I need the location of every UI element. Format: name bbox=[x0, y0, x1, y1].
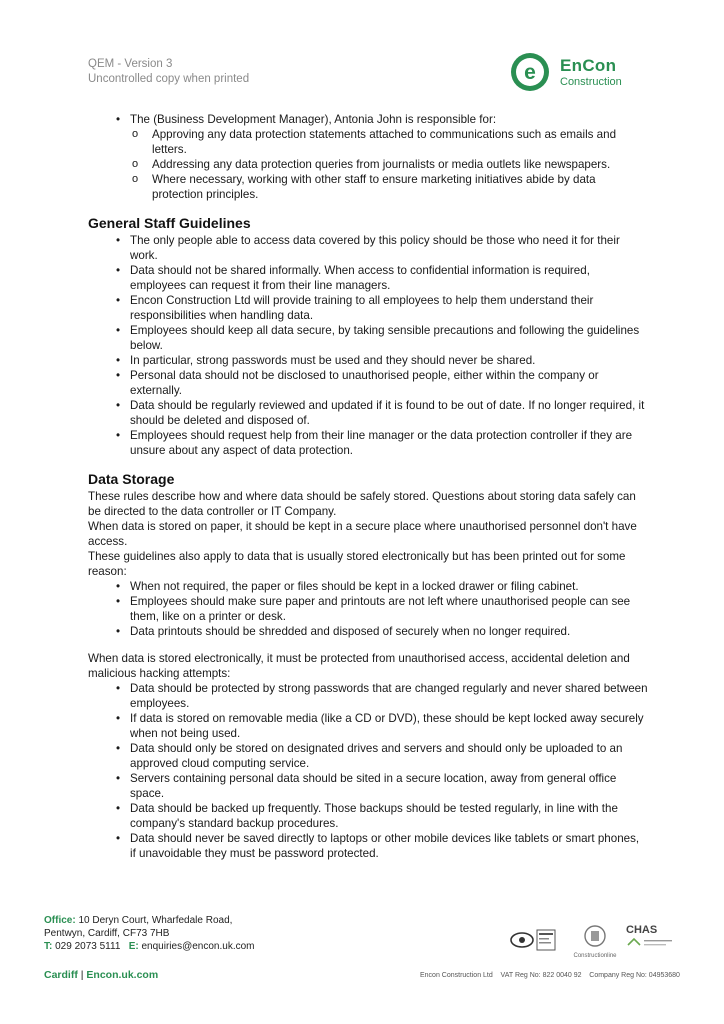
tel-label: T: bbox=[44, 941, 53, 952]
constructionline-icon bbox=[568, 924, 622, 948]
list-item: • Data should never be saved directly to laptops or other mobile devices like tablets or smart phones, if unavoidable they must be password protected. bbox=[88, 831, 648, 861]
document-header-meta bbox=[88, 57, 249, 87]
list-item: • Data should not be shared informally. When access to confidential information is required, employees can request it from their line managers. bbox=[88, 263, 648, 293]
bsi-icon bbox=[508, 924, 558, 956]
company-reg-number: Company Reg No: 04953680 bbox=[589, 972, 680, 979]
list-item: • If data is stored on removable media (like a CD or DVD), these should be kept locked away securely when not being used. bbox=[88, 711, 648, 741]
list-item: • Encon Construction Ltd will provide training to all employees to help them understand their responsibilities when handling data. bbox=[88, 293, 648, 323]
list-item: • The only people able to access data covered by this policy should be those who need it for their work. bbox=[88, 233, 648, 263]
list-item: • Servers containing personal data should be sited in a secure location, away from general office space. bbox=[88, 771, 648, 801]
vat-number: VAT Reg No: 822 0040 92 bbox=[500, 972, 582, 979]
list-item: • Employees should make sure paper and printouts are not left where unauthorised people can see them, like on a printer or desk. bbox=[88, 594, 648, 624]
section-heading-general-staff-guidelines: General Staff Guidelines bbox=[88, 215, 251, 231]
list-item: o Approving any data protection statements attached to communications such as emails and letters. bbox=[88, 127, 648, 157]
storage-paragraph: These rules describe how and where data should be safely stored. Questions about storing data safely can be directed to the data controller or IT Company. bbox=[88, 490, 636, 518]
list-item: • Data should be backed up frequently. Those backups should be tested regularly, in line with the company's standard backup procedures. bbox=[88, 801, 648, 831]
responsibility-list bbox=[88, 112, 648, 127]
encon-logo bbox=[510, 52, 660, 96]
storage-paragraph: These guidelines also apply to data that is usually stored electronically but has been printed out for some reason: bbox=[88, 550, 626, 578]
footer-contact bbox=[44, 914, 255, 953]
list-item: • Data should only be stored on designated drives and servers and should only be uploaded to an approved cloud computing service. bbox=[88, 741, 648, 771]
version-label: QEM - Version 3 bbox=[88, 58, 173, 70]
office-address-line1: 10 Deryn Court, Wharfedale Road, bbox=[78, 915, 233, 926]
list-item bbox=[88, 112, 648, 127]
footer-registration bbox=[420, 972, 680, 979]
section-heading-data-storage: Data Storage bbox=[88, 471, 175, 487]
encon-logo-icon bbox=[510, 52, 550, 92]
chas-label: CHAS bbox=[626, 924, 658, 936]
list-item: o Where necessary, working with other staff to ensure marketing initiatives abide by data protection principles. bbox=[88, 172, 648, 202]
uncontrolled-copy-label: Uncontrolled copy when printed bbox=[88, 73, 250, 85]
list-item: • Data printouts should be shredded and disposed of securely when no longer required. bbox=[88, 624, 648, 639]
list-item: • In particular, strong passwords must be used and they should never be shared. bbox=[88, 353, 648, 368]
email-label: E: bbox=[128, 941, 139, 952]
chas-accreditation-icon bbox=[626, 937, 676, 949]
list-item: • Employees should keep all data secure, by taking sensible precautions and following the guidelines below. bbox=[88, 323, 648, 353]
paper-storage-list bbox=[88, 579, 648, 639]
footer-location bbox=[44, 969, 158, 981]
list-item: • Employees should request help from their line manager or the data protection controller if they are unsure about any aspect of data protection. bbox=[88, 428, 648, 458]
list-item: • Data should be protected by strong passwords that are changed regularly and never shared between employees. bbox=[88, 681, 648, 711]
storage-paragraph: When data is stored electronically, it must be protected from unauthorised access, accidental deletion and malicious hacking attempts: bbox=[88, 652, 630, 680]
spacer bbox=[88, 639, 648, 651]
constructionline-label: Constructionline bbox=[573, 953, 617, 959]
chas-logo bbox=[626, 924, 676, 956]
logo-subtitle: Construction bbox=[560, 76, 622, 88]
logo-letter: e bbox=[524, 61, 536, 84]
list-item: • Data should be regularly reviewed and updated if it is found to be out of date. If no longer required, it should be deleted and disposed of. bbox=[88, 398, 648, 428]
company-name: Encon Construction Ltd bbox=[420, 972, 493, 979]
responsibility-sublist bbox=[88, 127, 648, 202]
list-item: • When not required, the paper or files should be kept in a locked drawer or filing cabinet. bbox=[88, 579, 648, 594]
electronic-storage-list bbox=[88, 681, 648, 861]
responsibility-intro: The (Business Development Manager), Antonia John is responsible for: bbox=[130, 113, 497, 126]
office-label: Office: bbox=[44, 915, 76, 926]
general-guidelines-list bbox=[88, 233, 648, 458]
website-link[interactable]: Encon.uk.com bbox=[86, 969, 159, 981]
list-item: o Addressing any data protection queries from journalists or media outlets like newspapers. bbox=[88, 157, 648, 172]
telephone: 029 2073 5111 bbox=[55, 941, 121, 952]
separator: | bbox=[80, 969, 84, 981]
email-link[interactable]: enquiries@encon.uk.com bbox=[141, 941, 255, 952]
city: Cardiff bbox=[44, 969, 78, 981]
constructionline-logo bbox=[568, 924, 622, 960]
list-item: • Personal data should not be disclosed to unauthorised people, either within the company or externally. bbox=[88, 368, 648, 398]
bsi-certification-logo bbox=[508, 924, 558, 956]
document-body bbox=[88, 112, 648, 861]
storage-paragraph: When data is stored on paper, it should be kept in a secure place where unauthorised personnel don't have access. bbox=[88, 520, 637, 548]
logo-wordmark: EnCon bbox=[560, 56, 617, 75]
office-address-line2: Pentwyn, Cardiff, CF73 7HB bbox=[44, 928, 170, 939]
